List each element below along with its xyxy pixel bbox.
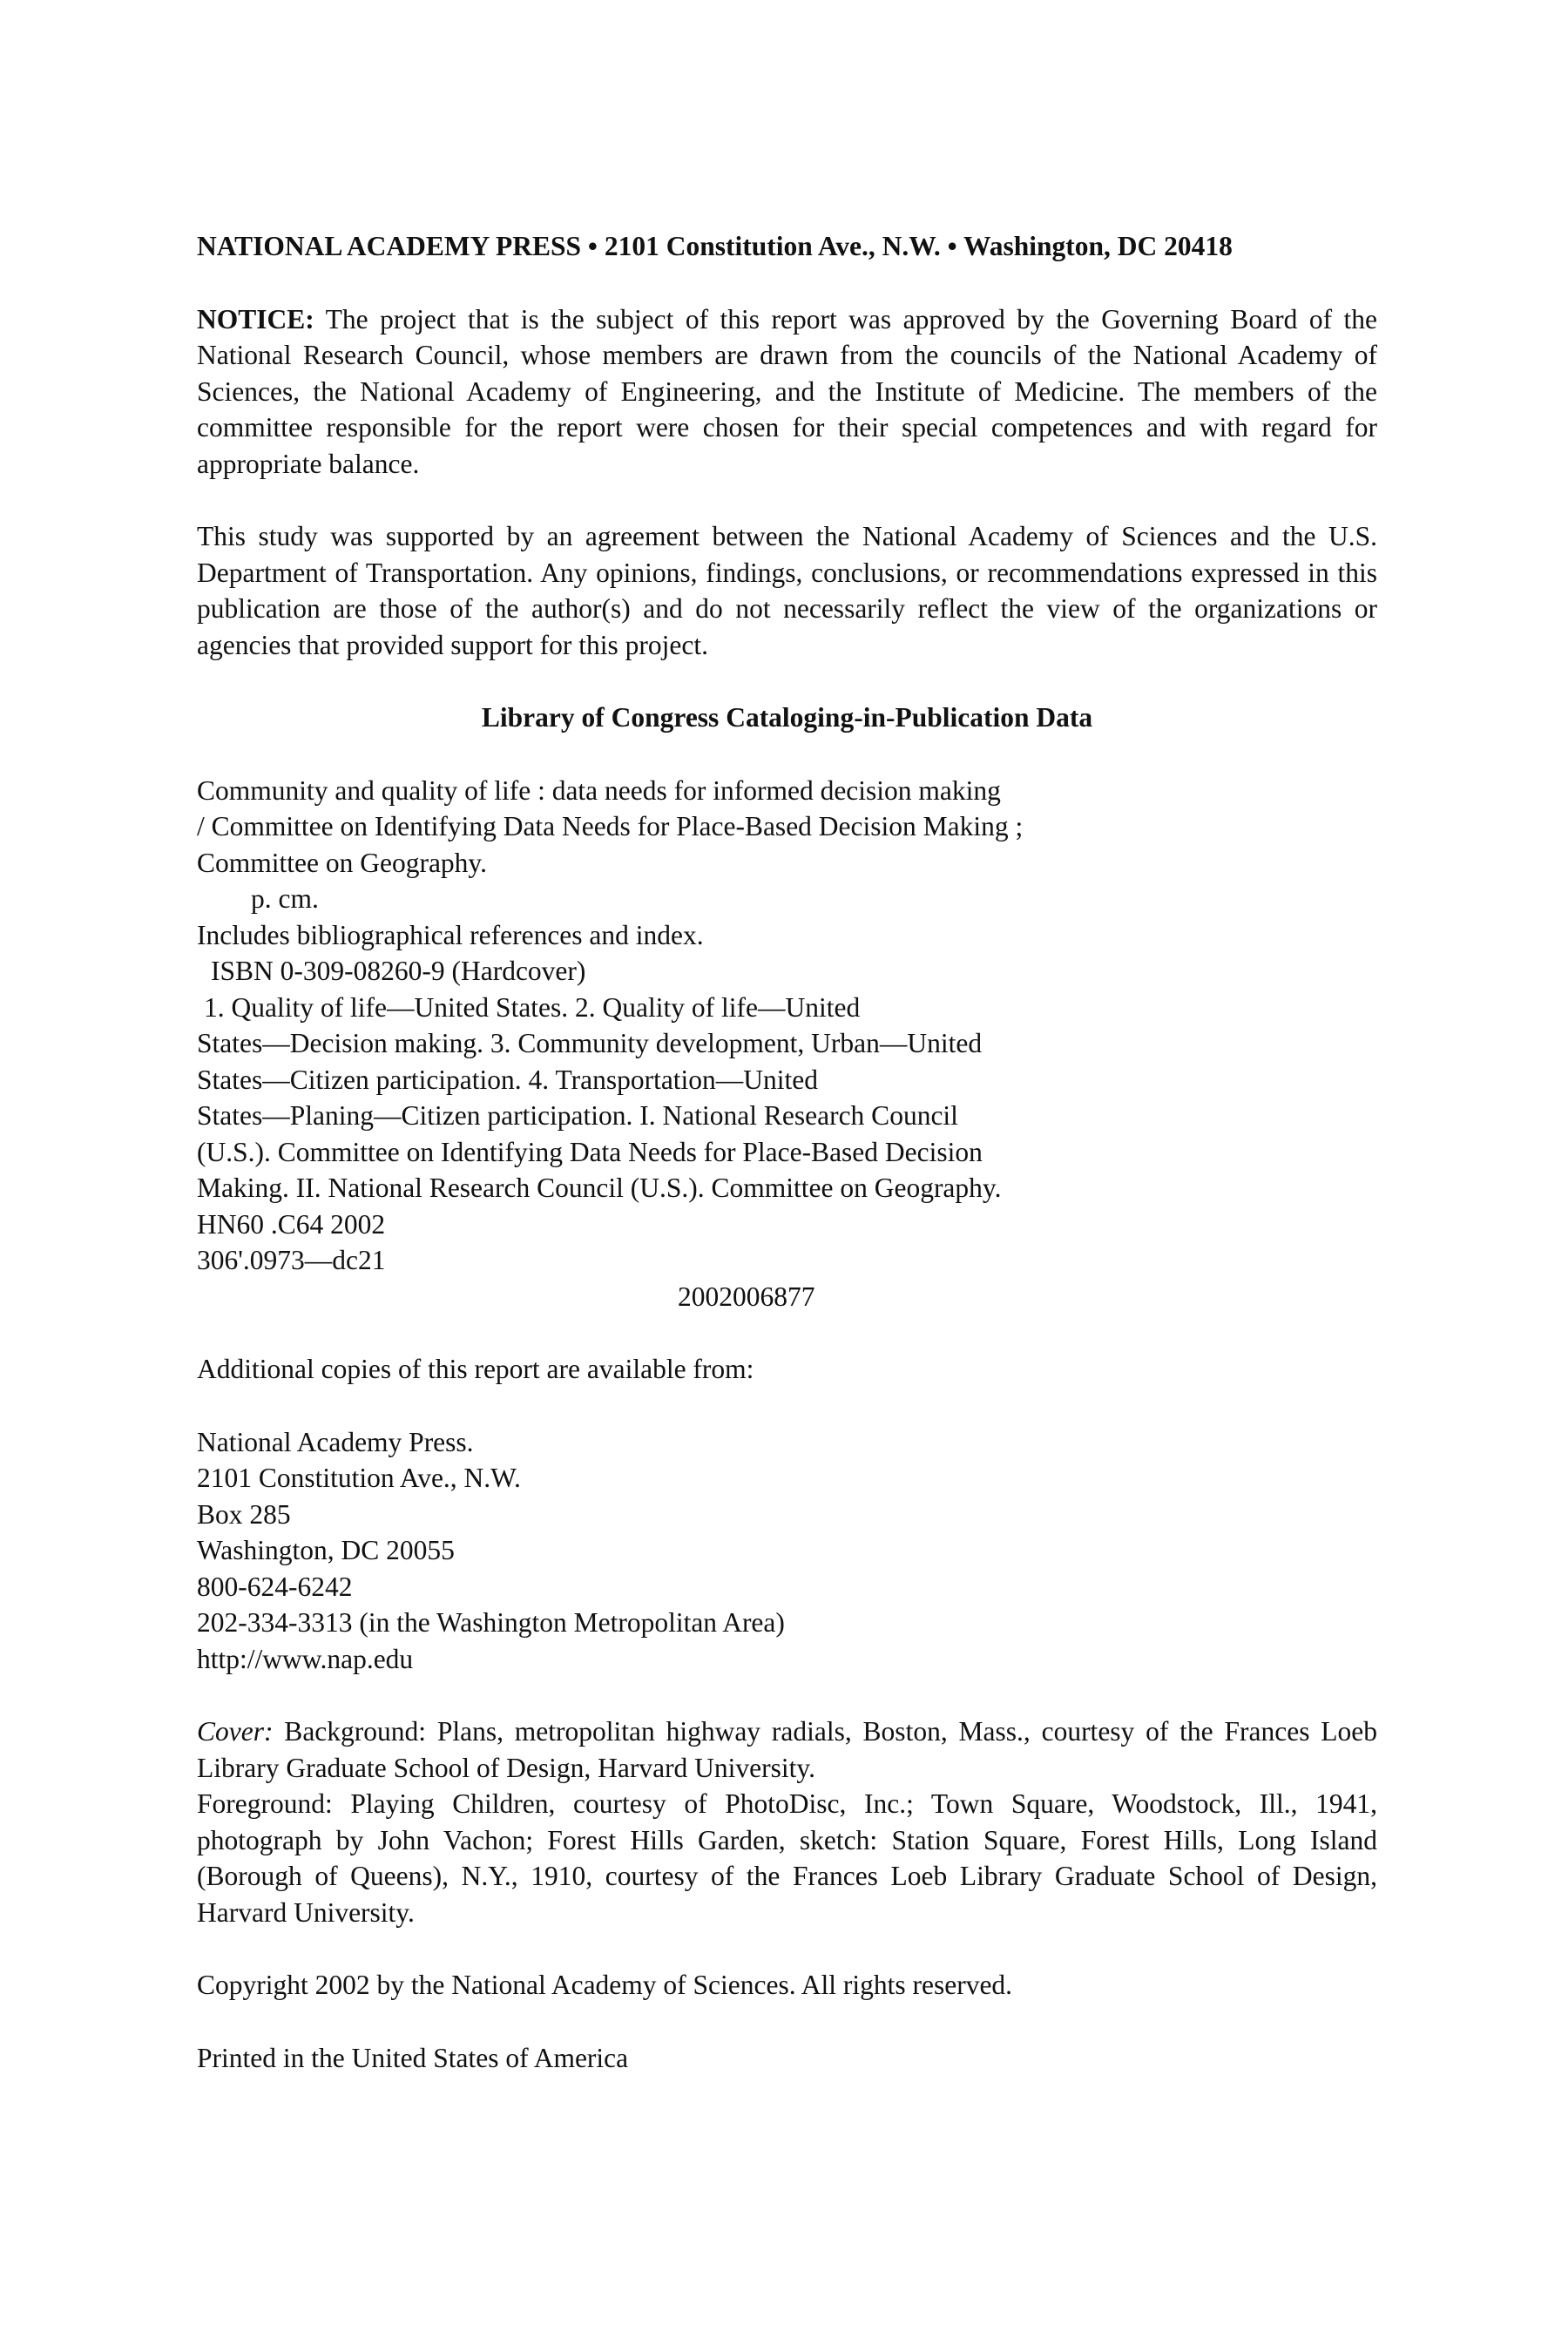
cip-line: Includes bibliographical references and index. [197, 919, 704, 950]
phone-line: 202-334-3313 (in the Washington Metropolitan Area) [197, 1607, 785, 1638]
cip-line: States—Decision making. 3. Community development, Urban—United [197, 1028, 983, 1058]
copies-intro: Additional copies of this report are available from: [197, 1354, 754, 1384]
cip-block [197, 773, 1377, 1315]
cover-credit-foreground: Foreground: Playing Children, courtesy of PhotoDisc, Inc.; Town Square, Woodstock, Ill., 1941, photograph by John Vachon; Forest Hills Garden, sketch: Station Square, Forest Hills, Long Island (Borough of Queens), N.Y., 1910, courtesy of the Frances Loeb Library Graduate School of Design, Harvard University. [197, 1788, 1377, 1928]
cip-line: 1. Quality of life—United States. 2. Quality of life—United [204, 991, 861, 1023]
website-link[interactable]: http://www.nap.edu [197, 1643, 414, 1674]
cip-line: HN60 .C64 2002 [197, 1208, 386, 1240]
notice-text: The project that is the subject of this report was approved by the Governing Board of the National Research Council, whose members are drawn from the councils of the National Academy of Sciences, the National Academy of Engineering, and the Institute of Medicine. The members of the committee responsible for the report were chosen for their special competences and with regard for appropriate balance. [197, 303, 1377, 479]
cover-label: Cover: [197, 1716, 274, 1747]
copyright-notice: Copyright 2002 by the National Academy of Sciences. All rights reserved. [197, 1970, 1013, 2000]
cip-line: Community and quality of life : data needs for informed decision making [197, 774, 1001, 806]
printed-in: Printed in the United States of America [197, 2042, 629, 2073]
cip-line: Making. II. National Research Council (U.S.). Committee on Geography. [197, 1173, 1002, 1203]
cip-line: States—Planing—Citizen participation. I. National Research Council [197, 1100, 958, 1131]
lccn-number: 2002006877 [678, 1281, 815, 1312]
cip-line: (U.S.). Committee on Identifying Data Needs for Place-Based Decision [197, 1136, 983, 1167]
cip-line: States—Citizen participation. 4. Transportation—United [197, 1064, 819, 1095]
copyright-page [197, 228, 1377, 2076]
cip-heading: Library of Congress Cataloging-in-Publication Data [481, 702, 1093, 733]
cip-line: p. cm. [251, 883, 319, 914]
phone-line: 800-624-6242 [197, 1571, 353, 1602]
cover-credit-background [197, 1713, 1377, 1786]
notice-paragraph [197, 301, 1377, 483]
cip-line: 306'.0973—dc21 [197, 1245, 386, 1275]
address-line: Washington, DC 20055 [197, 1535, 455, 1565]
cip-line: / Committee on Identifying Data Needs for Place-Based Decision Making ; [197, 811, 1024, 841]
address-line: National Academy Press. [197, 1426, 474, 1457]
cip-line: ISBN 0-309-08260-9 (Hardcover) [211, 956, 586, 986]
address-line: Box 285 [197, 1498, 291, 1530]
address-line: 2101 Constitution Ave., N.W. [197, 1463, 521, 1493]
notice-label: NOTICE: [197, 303, 314, 335]
support-paragraph: This study was supported by an agreement between the National Academy of Sciences and the U.S. Department of Transportation. Any opinions, findings, conclusions, or recommendations expressed in this publication are those of the author(s) and do not necessarily reflect the view of the organizations or agencies that provided support for this project. [197, 521, 1377, 660]
cover-background-text: Background: Plans, metropolitan highway radials, Boston, Mass., courtesy of the Frances Loeb Library Graduate School of Design, Harvard University. [197, 1716, 1377, 1783]
address-block [197, 1424, 1377, 1678]
publisher-header: NATIONAL ACADEMY PRESS • 2101 Constitution Ave., N.W. • Washington, DC 20418 [197, 231, 1233, 261]
cip-line: Committee on Geography. [197, 847, 488, 878]
